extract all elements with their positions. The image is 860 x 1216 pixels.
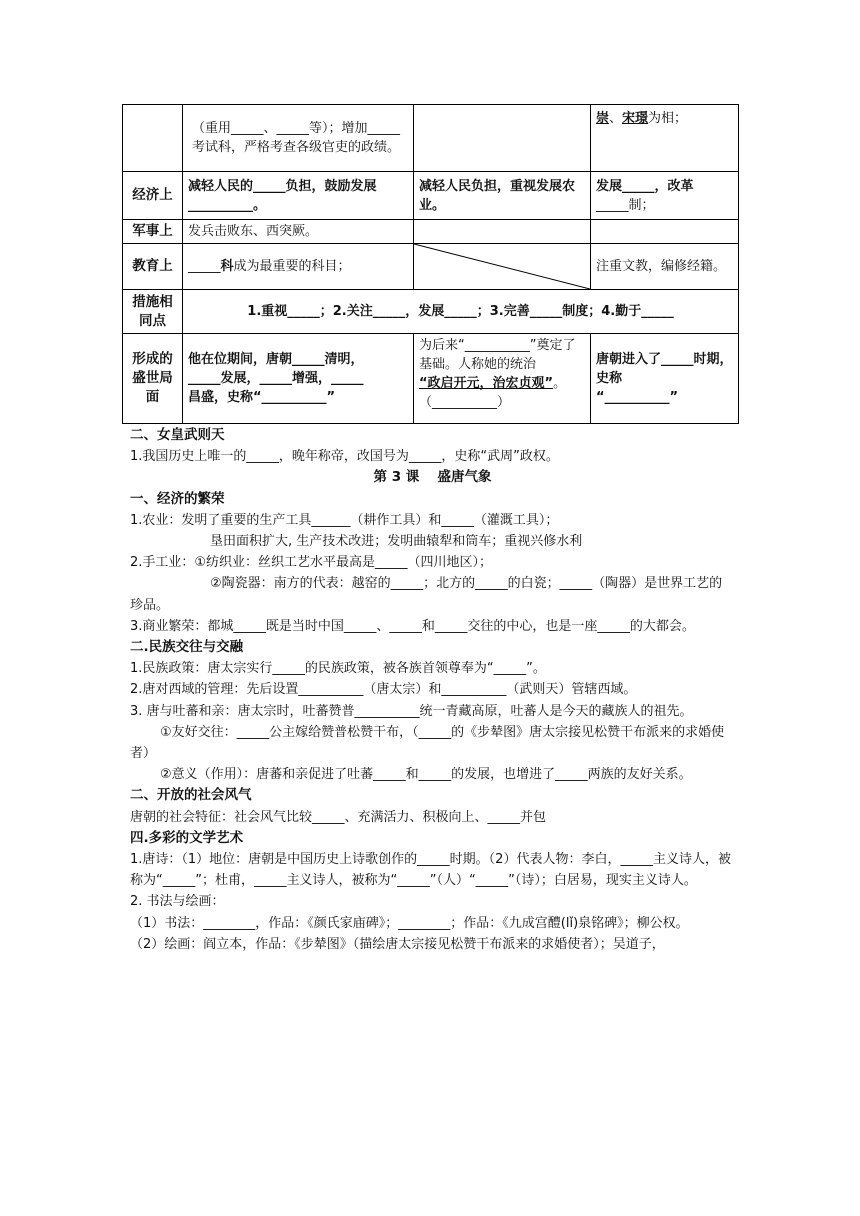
paragraph: 唐朝的社会特征：社会风气比较_____、充满活力、积极向上、_____并包 xyxy=(130,809,547,825)
paragraph: 2.唐对西域的管理：先后设置__________（唐太宗）和__________（武则天）管辖西域。 xyxy=(130,682,637,698)
table-cell xyxy=(591,172,739,220)
table-cell xyxy=(591,105,739,172)
table-cell: 注重文教，编修经籍。 xyxy=(591,244,739,290)
cell-text: 、 xyxy=(609,111,623,126)
cell-text xyxy=(596,177,733,196)
cell-text: 唐朝进入了_____时期，史称 xyxy=(596,352,733,386)
cell-text: __________。 xyxy=(188,197,267,213)
table-cell xyxy=(414,334,591,424)
cell-text: 昌盛，史称“__________” xyxy=(188,390,336,405)
paragraph: （1）书法：________，作品：《颜氏家庙碑》；________；作品：《九成宫醴(lǐ)泉铭碑》；柳公权。 xyxy=(130,915,689,931)
diagonal-line xyxy=(414,244,590,289)
paragraph: 1.农业：发明了重要的生产工具______（耕作工具）和_____（灌溉工具）； xyxy=(130,512,559,528)
table-cell: （重用_____、_____等）；增加_____考试科，严格考查各级官吏的政绩。 xyxy=(183,105,414,172)
table-cell xyxy=(414,220,591,244)
cell-text: 减轻人民的_____负担，鼓励发展 xyxy=(188,178,377,194)
empty-diagonal-cell xyxy=(414,244,591,290)
cell-text: 为相； xyxy=(648,111,688,126)
row-label: 教育上 xyxy=(123,244,183,290)
cell-text: 崇 xyxy=(596,111,610,126)
row-label: 措施相同点 xyxy=(123,290,183,334)
table-cell: 发兵击败东、西突厥。 xyxy=(183,220,414,244)
row-label: 军事上 xyxy=(123,220,183,244)
cell-text: 他在位期间，唐朝_____清明， xyxy=(188,352,364,367)
cell-text: 为后来“__________”奠定了基础。人称她的统治 xyxy=(419,338,576,372)
paragraph: 垦田面积扩大, 生产技术改进；发明曲辕犁和筒车；重视兴修水利 xyxy=(210,534,583,550)
paragraph: 2.手工业：①纺织业：丝织工艺水平最高是_____（四川地区）； xyxy=(130,555,493,571)
cell-text: （__________） xyxy=(419,395,511,410)
table-cell xyxy=(591,220,739,244)
cell-text: 发展_____，改革 xyxy=(596,178,694,194)
cell-text: _____发展，_____增强，_____ xyxy=(188,371,364,386)
cell-text: 。 xyxy=(553,376,567,391)
table-cell: 减轻人民负担，重视发展农业。 xyxy=(414,172,591,220)
paragraph: ②意义（作用）：唐蕃和亲促进了吐蕃_____和_____的发展，也增进了_____两族的友好关系。 xyxy=(160,767,692,783)
row-label: 经济上 xyxy=(123,172,183,220)
paragraph: ②陶瓷器：南方的代表：越窑的_____；北方的_____的白瓷；_____（陶器）是世界工艺的珍品。 xyxy=(130,576,723,613)
table-row xyxy=(123,290,739,334)
cell-text: “__________” xyxy=(596,390,679,405)
cell-text: _____制； xyxy=(596,197,655,213)
row-label: 形成的盛世局面 xyxy=(123,334,183,424)
body-text xyxy=(130,425,735,955)
paragraph: 2. 书法与绘画： xyxy=(130,894,225,910)
section-heading: 四.多彩的文学艺术 xyxy=(130,829,244,846)
cell-text: 科 xyxy=(220,259,234,274)
comparison-table xyxy=(122,104,739,424)
cell-text: “政启开元，治宏贞观” xyxy=(419,376,554,391)
paragraph: 1.民族政策：唐太宗实行_____的民族政策，被各族首领尊奉为“_____”。 xyxy=(130,661,546,677)
table-row xyxy=(123,244,739,290)
cell-text: 成为最重要的科目； xyxy=(233,259,351,274)
paragraph: 3.商业繁荣：都城_____既是当时中国_____、_____和_____交往的中心，也是一座_____的大都会。 xyxy=(130,618,695,634)
section-heading: 一、经济的繁荣 xyxy=(130,490,225,507)
paragraph: 3. 唐与吐蕃和亲：唐太宗时，吐蕃赞普__________统一青藏高原，吐蕃人是今天的藏族人的祖先。 xyxy=(130,703,693,719)
table-cell xyxy=(183,244,414,290)
table-row xyxy=(123,172,739,220)
table-cell: 1.重视_____；2.关注_____，发展_____；3.完善_____制度；4.勤于_____ xyxy=(183,290,739,334)
table-cell xyxy=(591,334,739,424)
table-row xyxy=(123,105,739,172)
table-cell xyxy=(183,334,414,424)
section-heading: 二.民族交往与交融 xyxy=(130,639,244,656)
paragraph: 1.唐诗：（1）地位：唐朝是中国历史上诗歌创作的_____时期。（2）代表人物：李白，_____主义诗人，被称为“_____”；杜甫，_____主义诗人，被称为“_____”（人）“_____”（诗）；白居易，现实主义诗人。 xyxy=(130,852,731,889)
table-cell xyxy=(123,105,183,172)
paragraph: （2）绘画：阎立本，作品：《步辇图》（描绘唐太宗接见松赞干布派来的求婚使者）；吴道子， xyxy=(130,936,665,952)
table-row xyxy=(123,334,739,424)
paragraph: 1.我国历史上唯一的_____，晚年称帝，改国号为_____，史称“武周”政权。 xyxy=(130,449,559,465)
section-heading: 二、开放的社会风气 xyxy=(130,787,252,804)
table-cell xyxy=(183,172,414,220)
paragraph: ①友好交往：_____公主嫁给赞普松赞干布，（_____的《步辇图》唐太宗接见松赞干布派来的求婚使者） xyxy=(130,724,725,762)
lesson-title: 第 3 课 盛唐气象 xyxy=(373,469,492,486)
section-heading: 二、女皇武则天 xyxy=(130,427,225,443)
table-cell xyxy=(414,105,591,172)
cell-text: _____ xyxy=(188,259,221,274)
cell-text: 宋璟 xyxy=(622,111,649,126)
table-row xyxy=(123,220,739,244)
